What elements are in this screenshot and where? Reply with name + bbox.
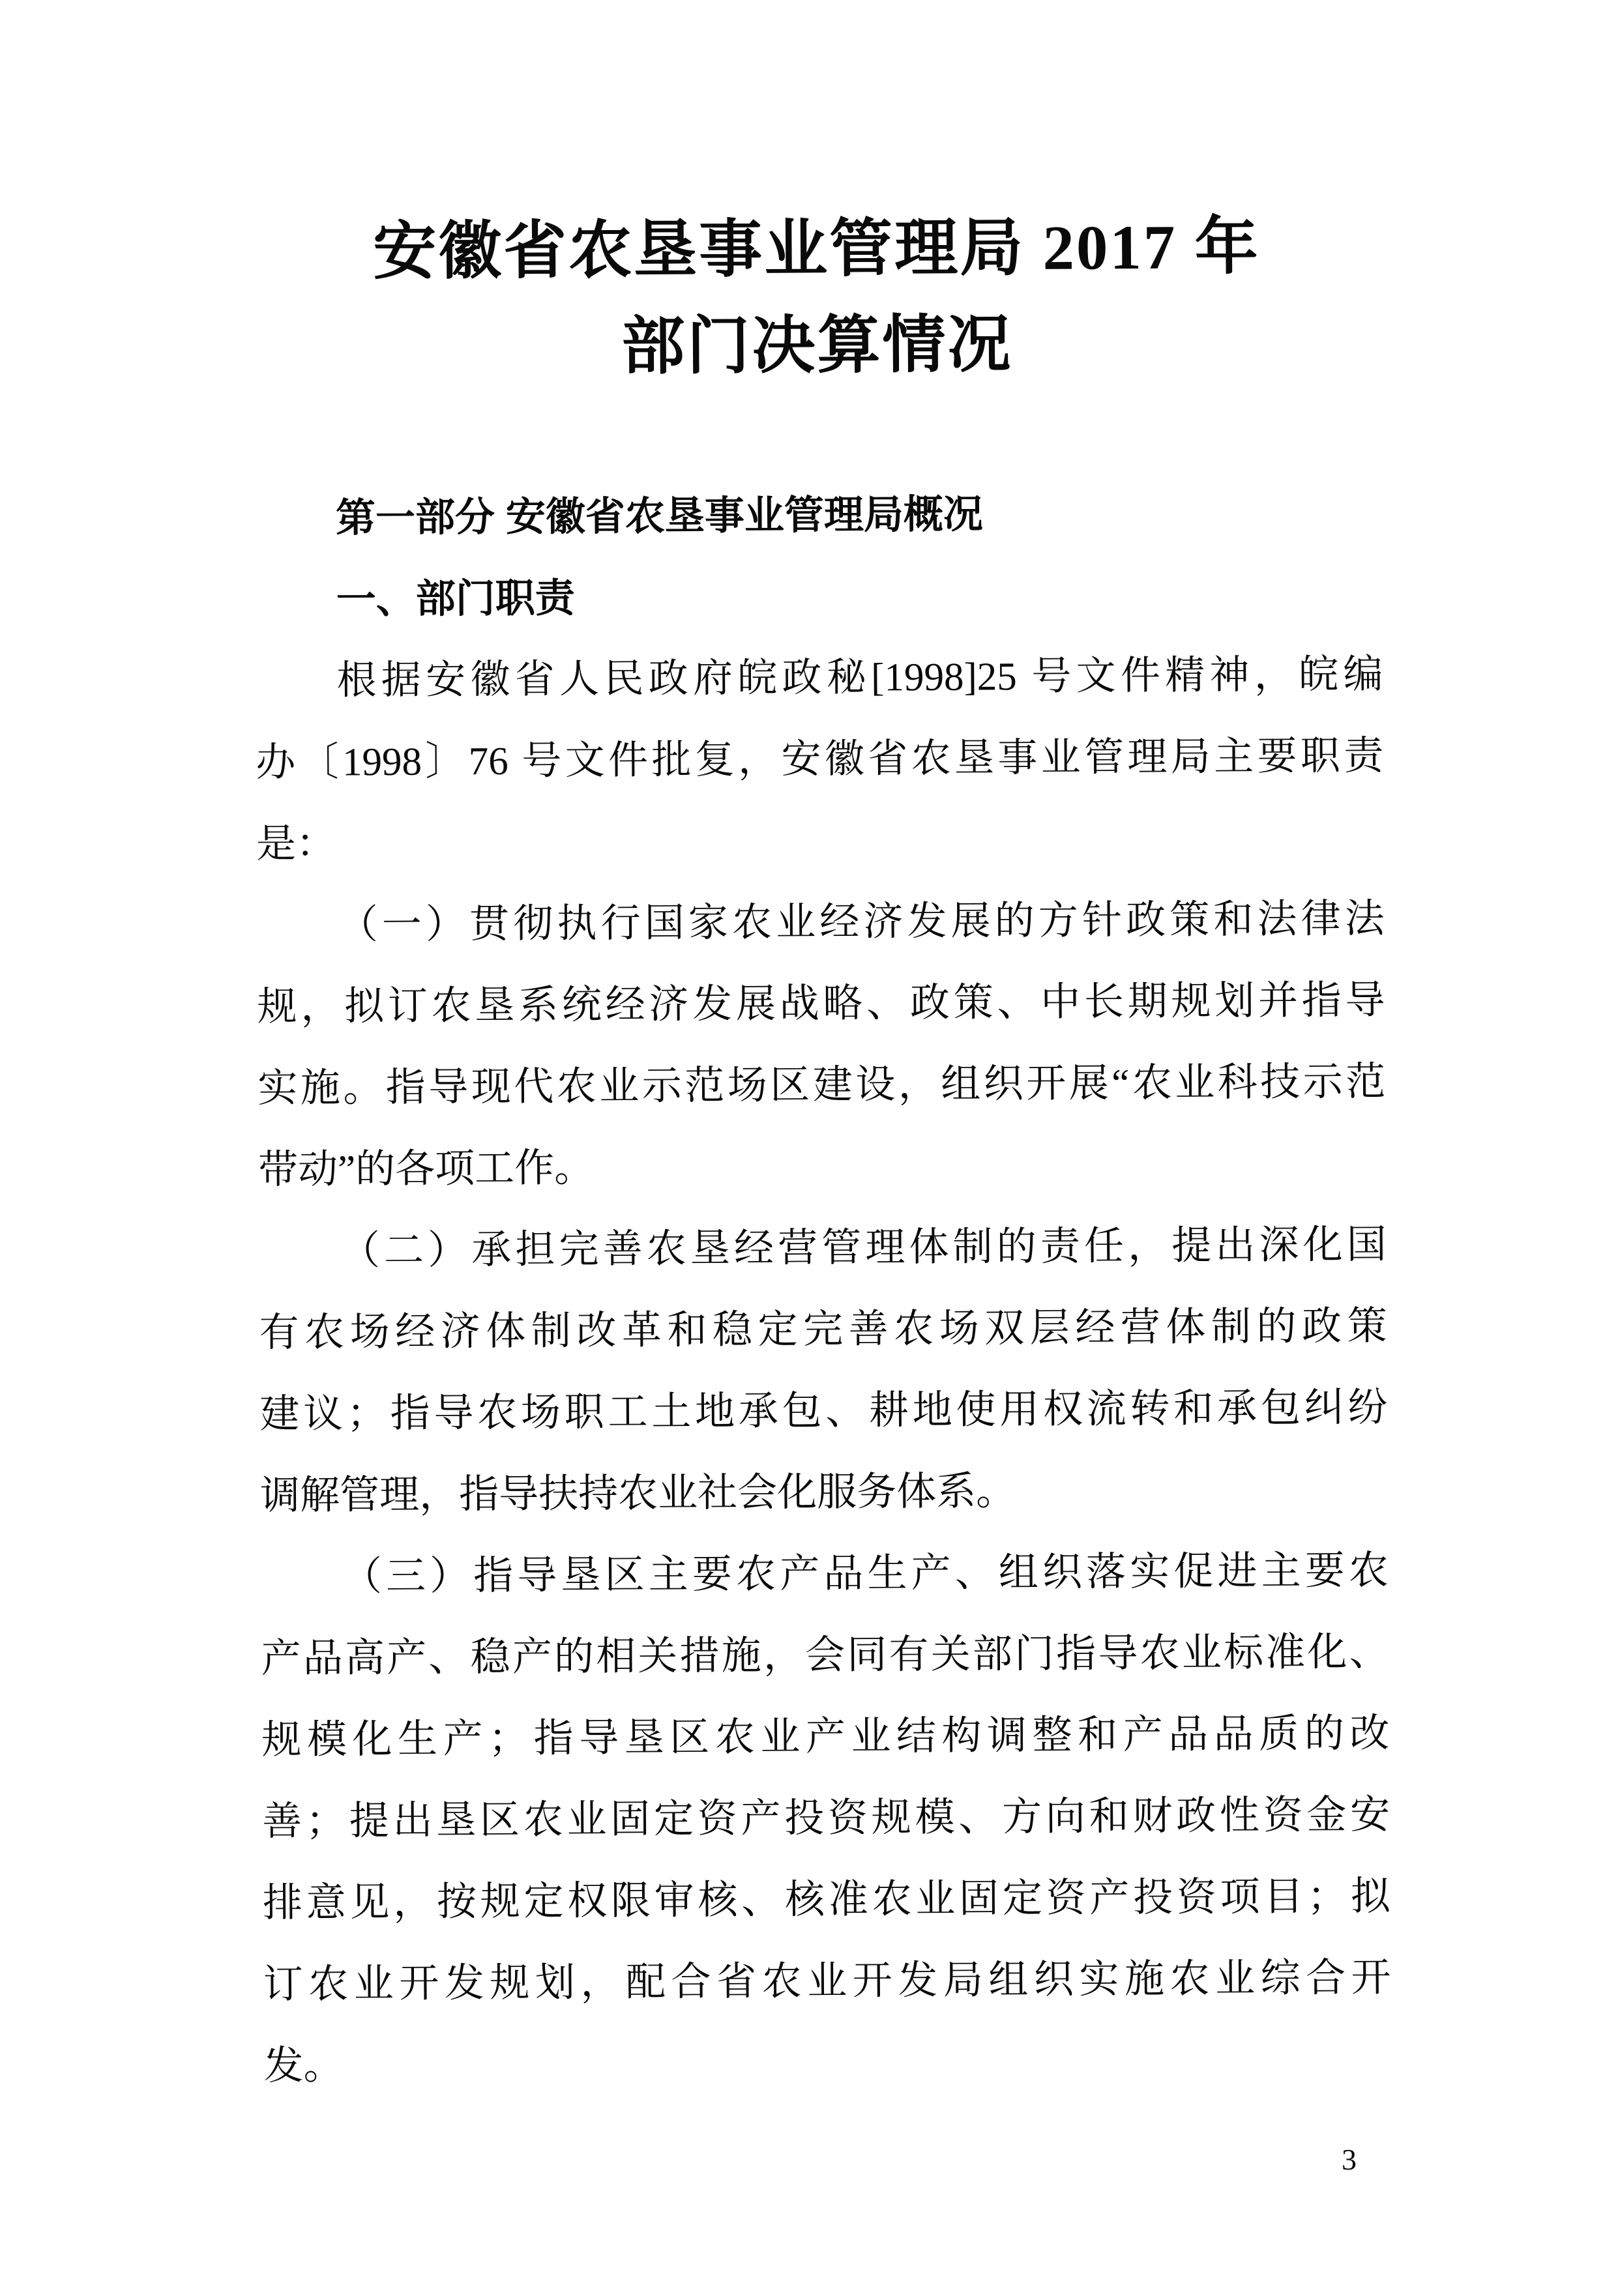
body-line: 订农业开发规划，配合省农业开发局组织实施农业综合开 [263,1956,1391,2007]
body-line: 建议；指导农场职工土地承包、耕地使用权流转和承包纠纷 [259,1386,1388,1437]
body-line: 善；提出垦区农业固定资产投资规模、方向和财政性资金安 [261,1793,1390,1844]
body-text [255,634,1392,2108]
body-line: 调解管理，指导扶持农业社会化服务体系。 [259,1470,1016,1519]
body-line: （二）承担完善农垦经营管理体制的责任，提出深化国 [340,1223,1387,1273]
body-line: 带动”的各项工作。 [257,1146,595,1193]
body-line: 是： [256,822,336,867]
document-content [251,0,1392,2107]
page-number: 3 [1342,2143,1357,2176]
body-line: 规，拟订农垦系统经济发展战略、政策、中长期规划并指导 [257,978,1385,1030]
body-line: 办〔1998〕76 号文件批复，安徽省农垦事业管理局主要职责 [256,734,1384,785]
body-line: 发。 [263,2044,344,2089]
body-line: 根据安徽省人民政府皖政秘[1998]25 号文件精神，皖编 [336,652,1383,703]
part1-heading: 第一部分 安徽省农垦事业管理局概况 [335,491,984,540]
body-line: （一）贯彻执行国家农业经济发展的方针政策和法律法 [338,897,1385,948]
body-line: 有农场经济体制改革和稳定完善农场双层经营体制的政策 [259,1304,1387,1356]
body-line: 排意见，按规定权限审核、核准农业固定资产投资项目；拟 [262,1874,1391,1926]
body-line: 实施。指导现代农业示范场区建设，组织开展“农业科技示范 [257,1060,1386,1111]
section1-heading: 一、部门职责 [336,575,575,622]
document-title [252,198,1381,398]
body-line: 规模化生产；指导垦区农业产业结构调整和产品品质的改 [261,1711,1390,1763]
body-line: 产品高产、稳产的相关措施，会同有关部门指导农业标准化、 [261,1630,1389,1681]
document-title-line1: 安徽省农垦事业管理局 2017 年 [372,211,1261,287]
body-line: （三）指导垦区主要农产品生产、组织落实促进主要农 [342,1548,1389,1599]
document-title-line2: 部门决算情况 [621,310,1013,382]
